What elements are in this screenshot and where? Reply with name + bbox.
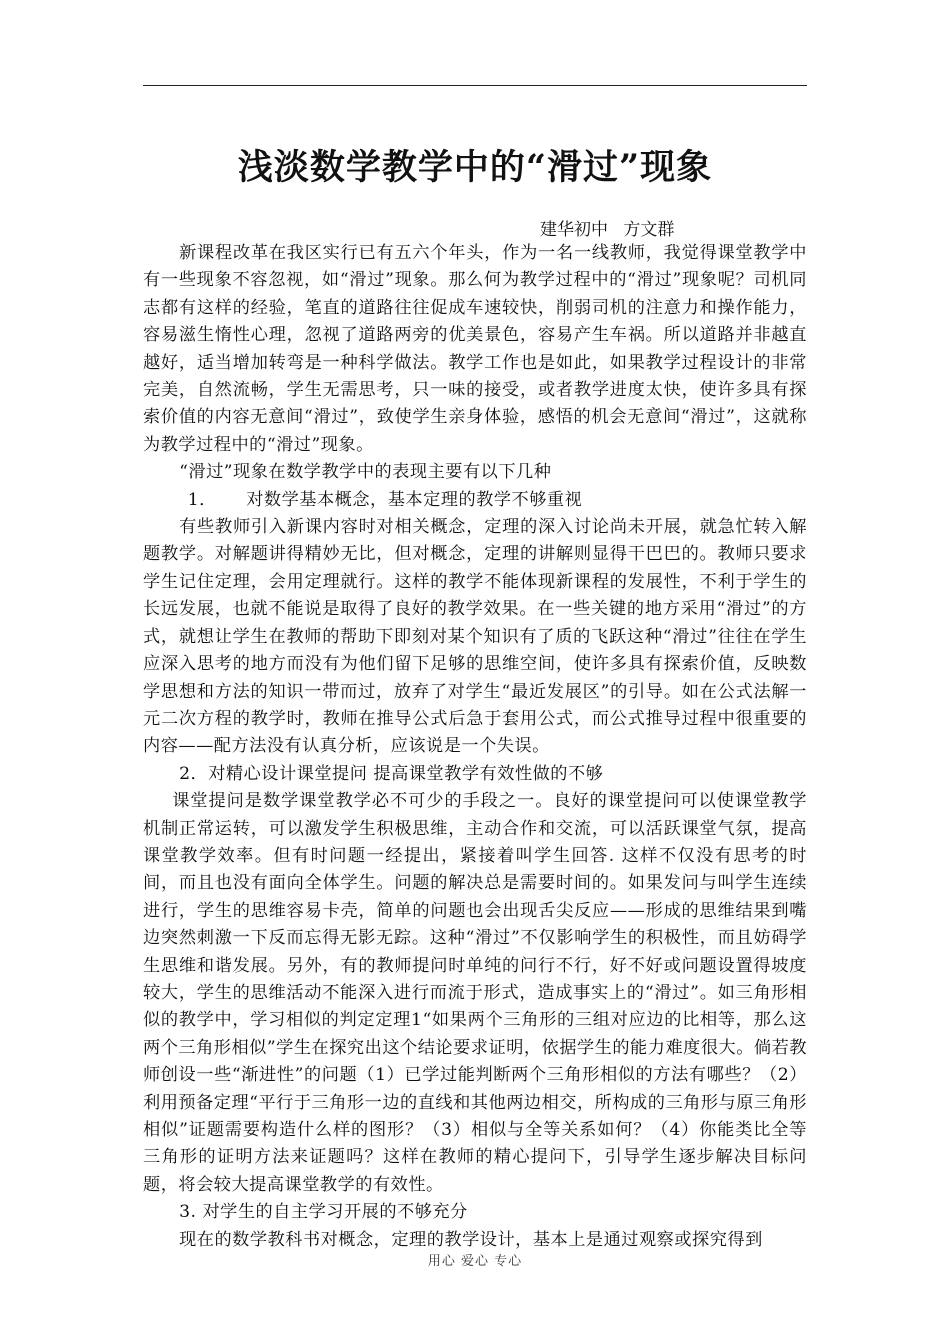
section-number-1: 1． bbox=[187, 489, 217, 510]
section-1-paragraph: 有些教师引入新课内容时对相关概念，定理的深入讨论尚未开展，就急忙转入解题教学。对解题讲得精妙无比，但对概念，定理的讲解则显得干巴巴的。教师只要求学生记住定理，会用定理就行。这样的教学不能体现新课程的发展性，不利于学生的长远发展，也就不能说是取得了良好的教学效果。在一些关键的地方采用“滑过”的方式，就想让学生在教师的帮助下即刻对某个知识有了质的飞跃这种“滑过”往往在学生应深入思考的地方而没有为他们留下足够的思维空间，使许多具有探索价值，反映数学思想和方法的知识一带而过，放弃了对学生“最近发展区”的引导。如在公式法解一元二次方程的教学时，教师在推导公式后急于套用公式，而公式推导过程中很重要的内容——配方法没有认真分析，应该说是一个失误。 bbox=[143, 517, 807, 757]
author-line: 建华初中 方文群 bbox=[540, 220, 675, 240]
section-heading-1-text: 对数学基本概念，基本定理的教学不够重视 bbox=[246, 489, 583, 510]
overview-line: “滑过”现象在数学教学中的表现主要有以下几种 bbox=[179, 462, 552, 483]
section-2-paragraph: 课堂提问是数学课堂教学必不可少的手段之一。良好的课堂提问可以使课堂教学机制正常运转，可以激发学生积极思维，主动合作和交流，可以活跃课堂气氛，提高课堂教学效率。但有时问题一经提出，紧接着叫学生回答. 这样不仅没有思考的时间，而且也没有面向全体学生。问题的解决总是需要时间的。如果发问与叫学生连续进行，学生的思维容易卡壳，简单的问题也会出现舌尖反应——形成的思维结果到嘴边突然刺激一下反而忘得无影无踪。这种“滑过”不仅影响学生的积极性，而且妨碍学生思维和谐发展。另外，有的教师提问时单纯的问行不行，好不好或问题设置得坡度较大，学生的思维活动不能深入进行而流于形式，造成事实上的“滑过”。如三角形相似的教学中，学习相似的判定定理1“如果两个三角形的三组对应边的比相等，那么这两个三角形相似”学生在探究出这个结论要求证明，依据学生的能力难度很大。倘若教师创设一些“渐进性”的问题（1）已学过能判断两个三角形相似的方法有哪些？（2）利用预备定理“平行于三角形一边的直线和其他两边相交，所构成的三角形与原三角形相似”证题需要构造什么样的图形？（3）相似与全等关系如何？（4）你能类比全等三角形的证明方法来证题吗？这样在教师的精心提问下，引导学生逐步解决目标问题，将会较大提高课堂教学的有效性。 bbox=[143, 791, 807, 1195]
section-3-paragraph: 现在的数学教科书对概念，定理的教学设计，基本上是通过观察或探究得到 bbox=[179, 1229, 763, 1250]
section-heading-3: 3. 对学生的自主学习开展的不够充分 bbox=[179, 1202, 468, 1223]
intro-paragraph: 新课程改革在我区实行已有五六个年头，作为一名一线教师，我觉得课堂教学中有一些现象不容忽视，如“滑过”现象。那么何为教学过程中的“滑过”现象呢？司机同志都有这样的经验，笔直的道路往往促成车速较快，削弱司机的注意力和操作能力，容易滋生惰性心理，忽视了道路两旁的优美景色，容易产生车祸。所以道路并非越直越好，适当增加转弯是一种科学做法。教学工作也是如此，如果教学过程设计的非常完美，自然流畅，学生无需思考，只一味的接受，或者教学进度太快，使许多具有探索价值的内容无意间“滑过”，致使学生亲身体验，感悟的机会无意间“滑过”，这就称为教学过程中的“滑过”现象。 bbox=[143, 243, 807, 455]
page-title: 浅淡数学教学中的“滑过”现象 bbox=[237, 147, 713, 188]
section-heading-1 bbox=[143, 487, 807, 514]
section-heading-2: 2．对精心设计课堂提问 提高课堂教学有效性做的不够 bbox=[179, 763, 604, 784]
document-body bbox=[143, 240, 807, 1254]
page-footer: 用心 爱心 专心 bbox=[427, 1254, 523, 1269]
header-rule bbox=[143, 85, 807, 86]
